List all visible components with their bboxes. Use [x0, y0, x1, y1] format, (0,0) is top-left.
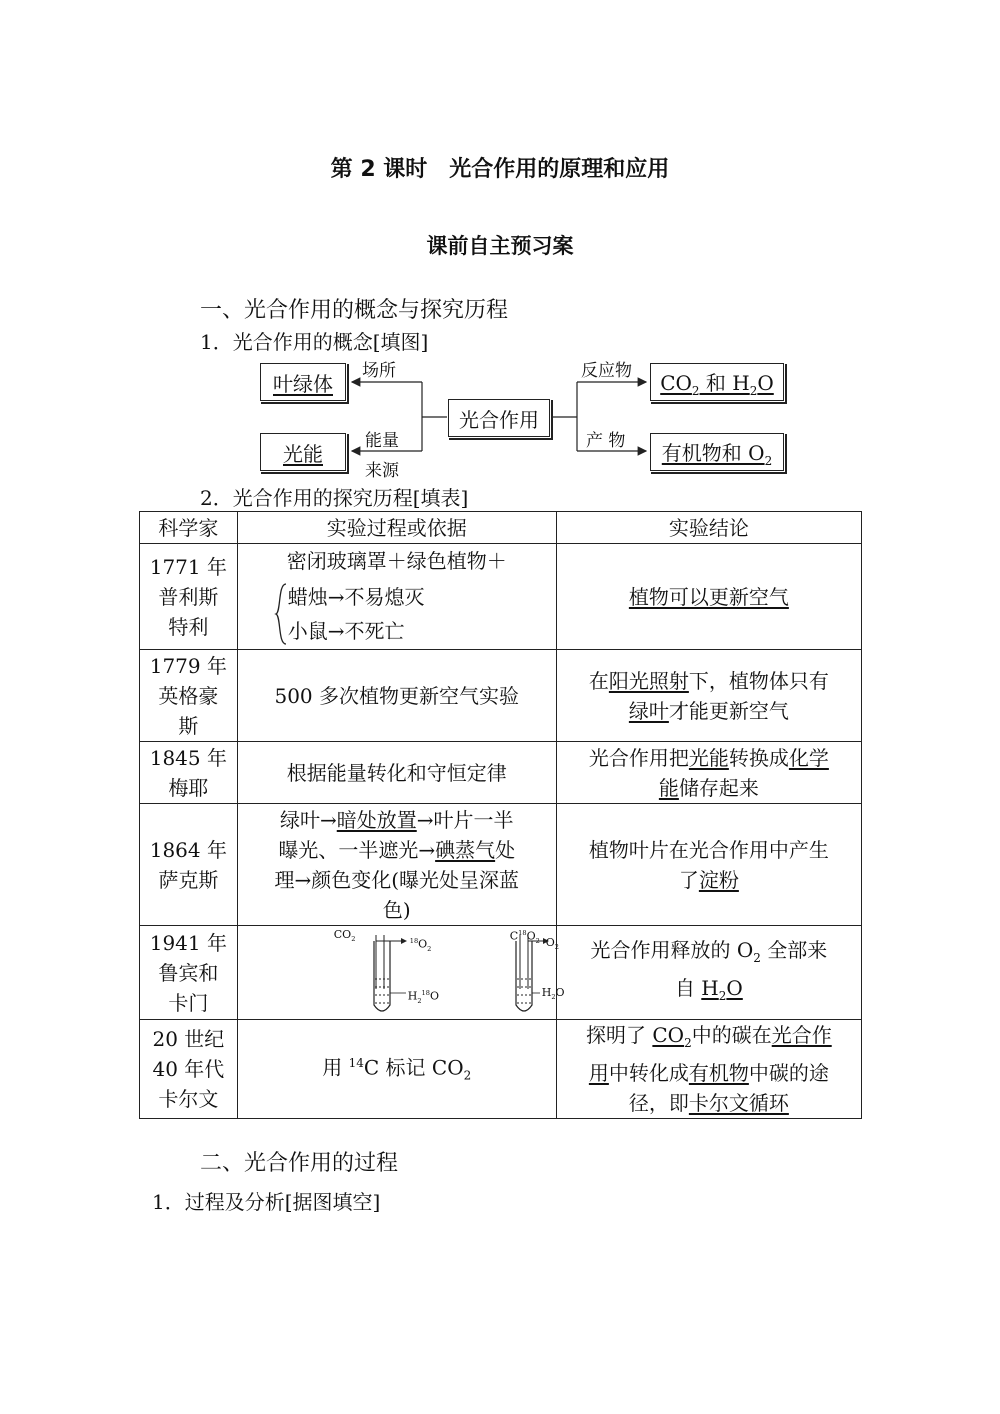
header-process: 实验过程或依据 [237, 512, 556, 544]
concept-box-products [650, 433, 784, 471]
tube2-bottom-label: $H_2O$ [541, 985, 565, 1001]
concept-chloroplast-text: 叶绿体 [273, 371, 333, 396]
scientist-cell: 1771 年 普利斯 特利 [140, 544, 238, 650]
tube2-top-label: $C^{18}O_2$ [509, 928, 540, 945]
process-cell: 用 $^{14}$C 标记 $CO_2$ [237, 1020, 556, 1119]
process-cell: 密闭玻璃罩＋绿色植物＋ 蜡烛→不易熄灭 小鼠→不死亡 [237, 544, 556, 650]
table-row [140, 1020, 862, 1119]
tube1-out-label: $^{18}O_2$ [409, 936, 432, 953]
section2-heading: 二、光合作用的过程 [200, 1151, 399, 1176]
tube1-top-label: $CO_2$ [333, 927, 356, 943]
page-title: 第 2 课时 光合作用的原理和应用 [330, 157, 670, 182]
concept-box-light-energy [260, 433, 346, 471]
concept-label-products: 产 物 [586, 431, 626, 451]
process-cell: 绿叶→暗处放置→叶片一半 曝光、一半遮光→碘蒸气处 理→颜色变化(曝光处呈深蓝 色) [237, 804, 556, 926]
table-row [140, 926, 862, 1020]
scientist-cell: 1864 年 萨克斯 [140, 804, 238, 926]
conclusion-cell: 光合作用把光能转换成化学 能储存起来 [556, 742, 861, 804]
scientist-cell: 1779 年 英格豪 斯 [140, 650, 238, 742]
test-tubes-icon [238, 927, 556, 1019]
tube2-out-label: $O_2$ [545, 935, 559, 951]
scientist-cell: 1941 年 鲁宾和 卡门 [140, 926, 238, 1020]
table-header-row [140, 512, 862, 544]
conclusion-cell: 植物可以更新空气 [556, 544, 861, 650]
process-cell [237, 926, 565, 1020]
test-tube-figure [238, 927, 565, 1019]
concept-reactants-text: $CO_2$ 和 $H_2O$ [660, 370, 774, 398]
concept-products-text: 有机物和 $O_2$ [661, 440, 773, 468]
concept-center-text: 光合作用 [459, 407, 539, 432]
conclusion-cell: 探明了 $CO_2$中的碳在光合作 用中转化成有机物中碳的途 径，即卡尔文循环 [556, 1020, 861, 1119]
conclusion-cell: 光合作用释放的 $O_2$ 全部来 自 $H_2O$ [556, 926, 861, 1020]
scientist-cell: 20 世纪 40 年代 卡尔文 [140, 1020, 238, 1119]
table-row [140, 544, 862, 650]
concept-label-source: 来源 [365, 461, 399, 481]
section1-item1: 1．光合作用的概念[填图] [200, 330, 429, 354]
concept-label-place: 场所 [362, 361, 396, 381]
history-table [139, 511, 862, 1119]
table-row [140, 742, 862, 804]
concept-label-energy: 能量 [365, 431, 399, 451]
concept-box-photosynthesis [448, 399, 550, 437]
header-conclusion: 实验结论 [556, 512, 861, 544]
concept-light-energy-text: 光能 [283, 441, 323, 466]
tube1-bottom-label: $H_2^{18}O$ [407, 988, 439, 1005]
concept-box-chloroplast [260, 363, 346, 401]
section1-heading: 一、光合作用的概念与探究历程 [200, 298, 509, 323]
scientist-cell: 1845 年 梅耶 [140, 742, 238, 804]
page-subtitle: 课前自主预习案 [426, 234, 574, 258]
section2-item1: 1．过程及分析[据图填空] [152, 1190, 381, 1214]
conclusion-cell: 在阳光照射下，植物体只有 绿叶才能更新空气 [556, 650, 861, 742]
table-row [140, 804, 862, 926]
concept-label-reactants: 反应物 [581, 361, 632, 381]
brace-icon [274, 582, 288, 646]
process-cell: 根据能量转化和守恒定律 [237, 742, 556, 804]
process-cell: 500 多次植物更新空气实验 [237, 650, 556, 742]
section1-item2: 2．光合作用的探究历程[填表] [200, 486, 469, 510]
table-row [140, 650, 862, 742]
conclusion-cell: 植物叶片在光合作用中产生 了淀粉 [556, 804, 861, 926]
header-scientist: 科学家 [140, 512, 238, 544]
concept-box-reactants [650, 363, 784, 401]
